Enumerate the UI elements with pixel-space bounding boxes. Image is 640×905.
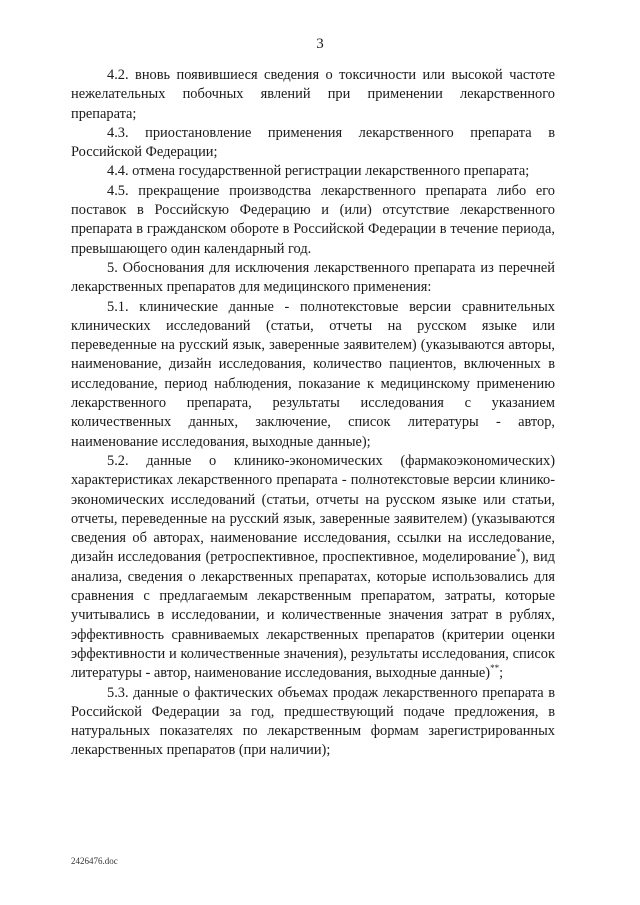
paragraph-5-2-part3: ; xyxy=(499,665,504,682)
paragraph-5: 5. Обоснования для исключения лекарственного препарата из перечней лекарственных препаратов для медицинского применения: xyxy=(71,259,555,296)
paragraph-5-2 xyxy=(71,452,555,684)
paragraph-5-1: 5.1. клинические данные - полнотекстовые версии сравнительных клинических исследований (статьи, отчеты на русском языке или переведенные на русский язык, заверенные заявителем) (указываются авторы, наименование, дизайн исследования, количество пациентов, включенных в исследование, период наблюдения, показание к медицинскому применению лекарственного препарата, результаты исследования с указанием количественных данных, заключение, список литературы - автор, наименование исследования, выходные данные); xyxy=(71,298,555,450)
paragraph-4-2: 4.2. вновь появившиеся сведения о токсичности или высокой частоте нежелательных побочных явлений при применении лекарственного препарата; xyxy=(71,67,555,122)
page-number: 3 xyxy=(316,36,324,52)
footnote-marker-single: * xyxy=(516,547,521,558)
footnote-marker-double: ** xyxy=(490,663,500,674)
paragraph-5-3: 5.3. данные о фактических объемах продаж лекарственного препарата в Российской Федерации за год, предшествующий подаче предложения, в натуральных показателях по лекарственным формам зарегистрированных лекарственных препаратов (при наличии); xyxy=(71,684,555,759)
document-id: 2426476.doc xyxy=(71,856,118,866)
paragraph-4-5: 4.5. прекращение производства лекарственного препарата либо его поставок в Российскую Федерацию и (или) отсутствие лекарственного препарата в гражданском обороте в Российской Федерации в течение периода, превышающего один календарный год. xyxy=(71,182,555,257)
document-body xyxy=(71,66,555,761)
paragraph-4-4: 4.4. отмена государственной регистрации лекарственного препарата; xyxy=(107,163,530,180)
paragraph-4-3: 4.3. приостановление применения лекарственного препарата в Российской Федерации; xyxy=(71,124,555,161)
paragraph-5-2-part1: 5.2. данные о клинико-экономических (фармакоэкономических) характеристиках лекарственного препарата - полнотекстовые версии клинико-экономических исследований (статьи, отчеты на русском языке или статьи, отчеты, переведенные на русский язык, заверенные заявителем) (указываются сведения об авторах, наименование исследования, ссылки на исследование, дизайн исследования (ретроспективное, проспективное, моделирование xyxy=(71,452,555,566)
paragraph-5-2-part2: ), вид анализа, сведения о лекарственных препаратах, которые использовались для сравнения с предлагаемым лекарственным препаратом, затраты, которые учитывались в исследовании, и количественные значения затрат в рублях, эффективность сравниваемых лекарственных препаратов (критерии оценки эффективности и количественные значения), результаты исследования, список литературы - автор, наименование исследования, выходные данные) xyxy=(71,549,556,682)
